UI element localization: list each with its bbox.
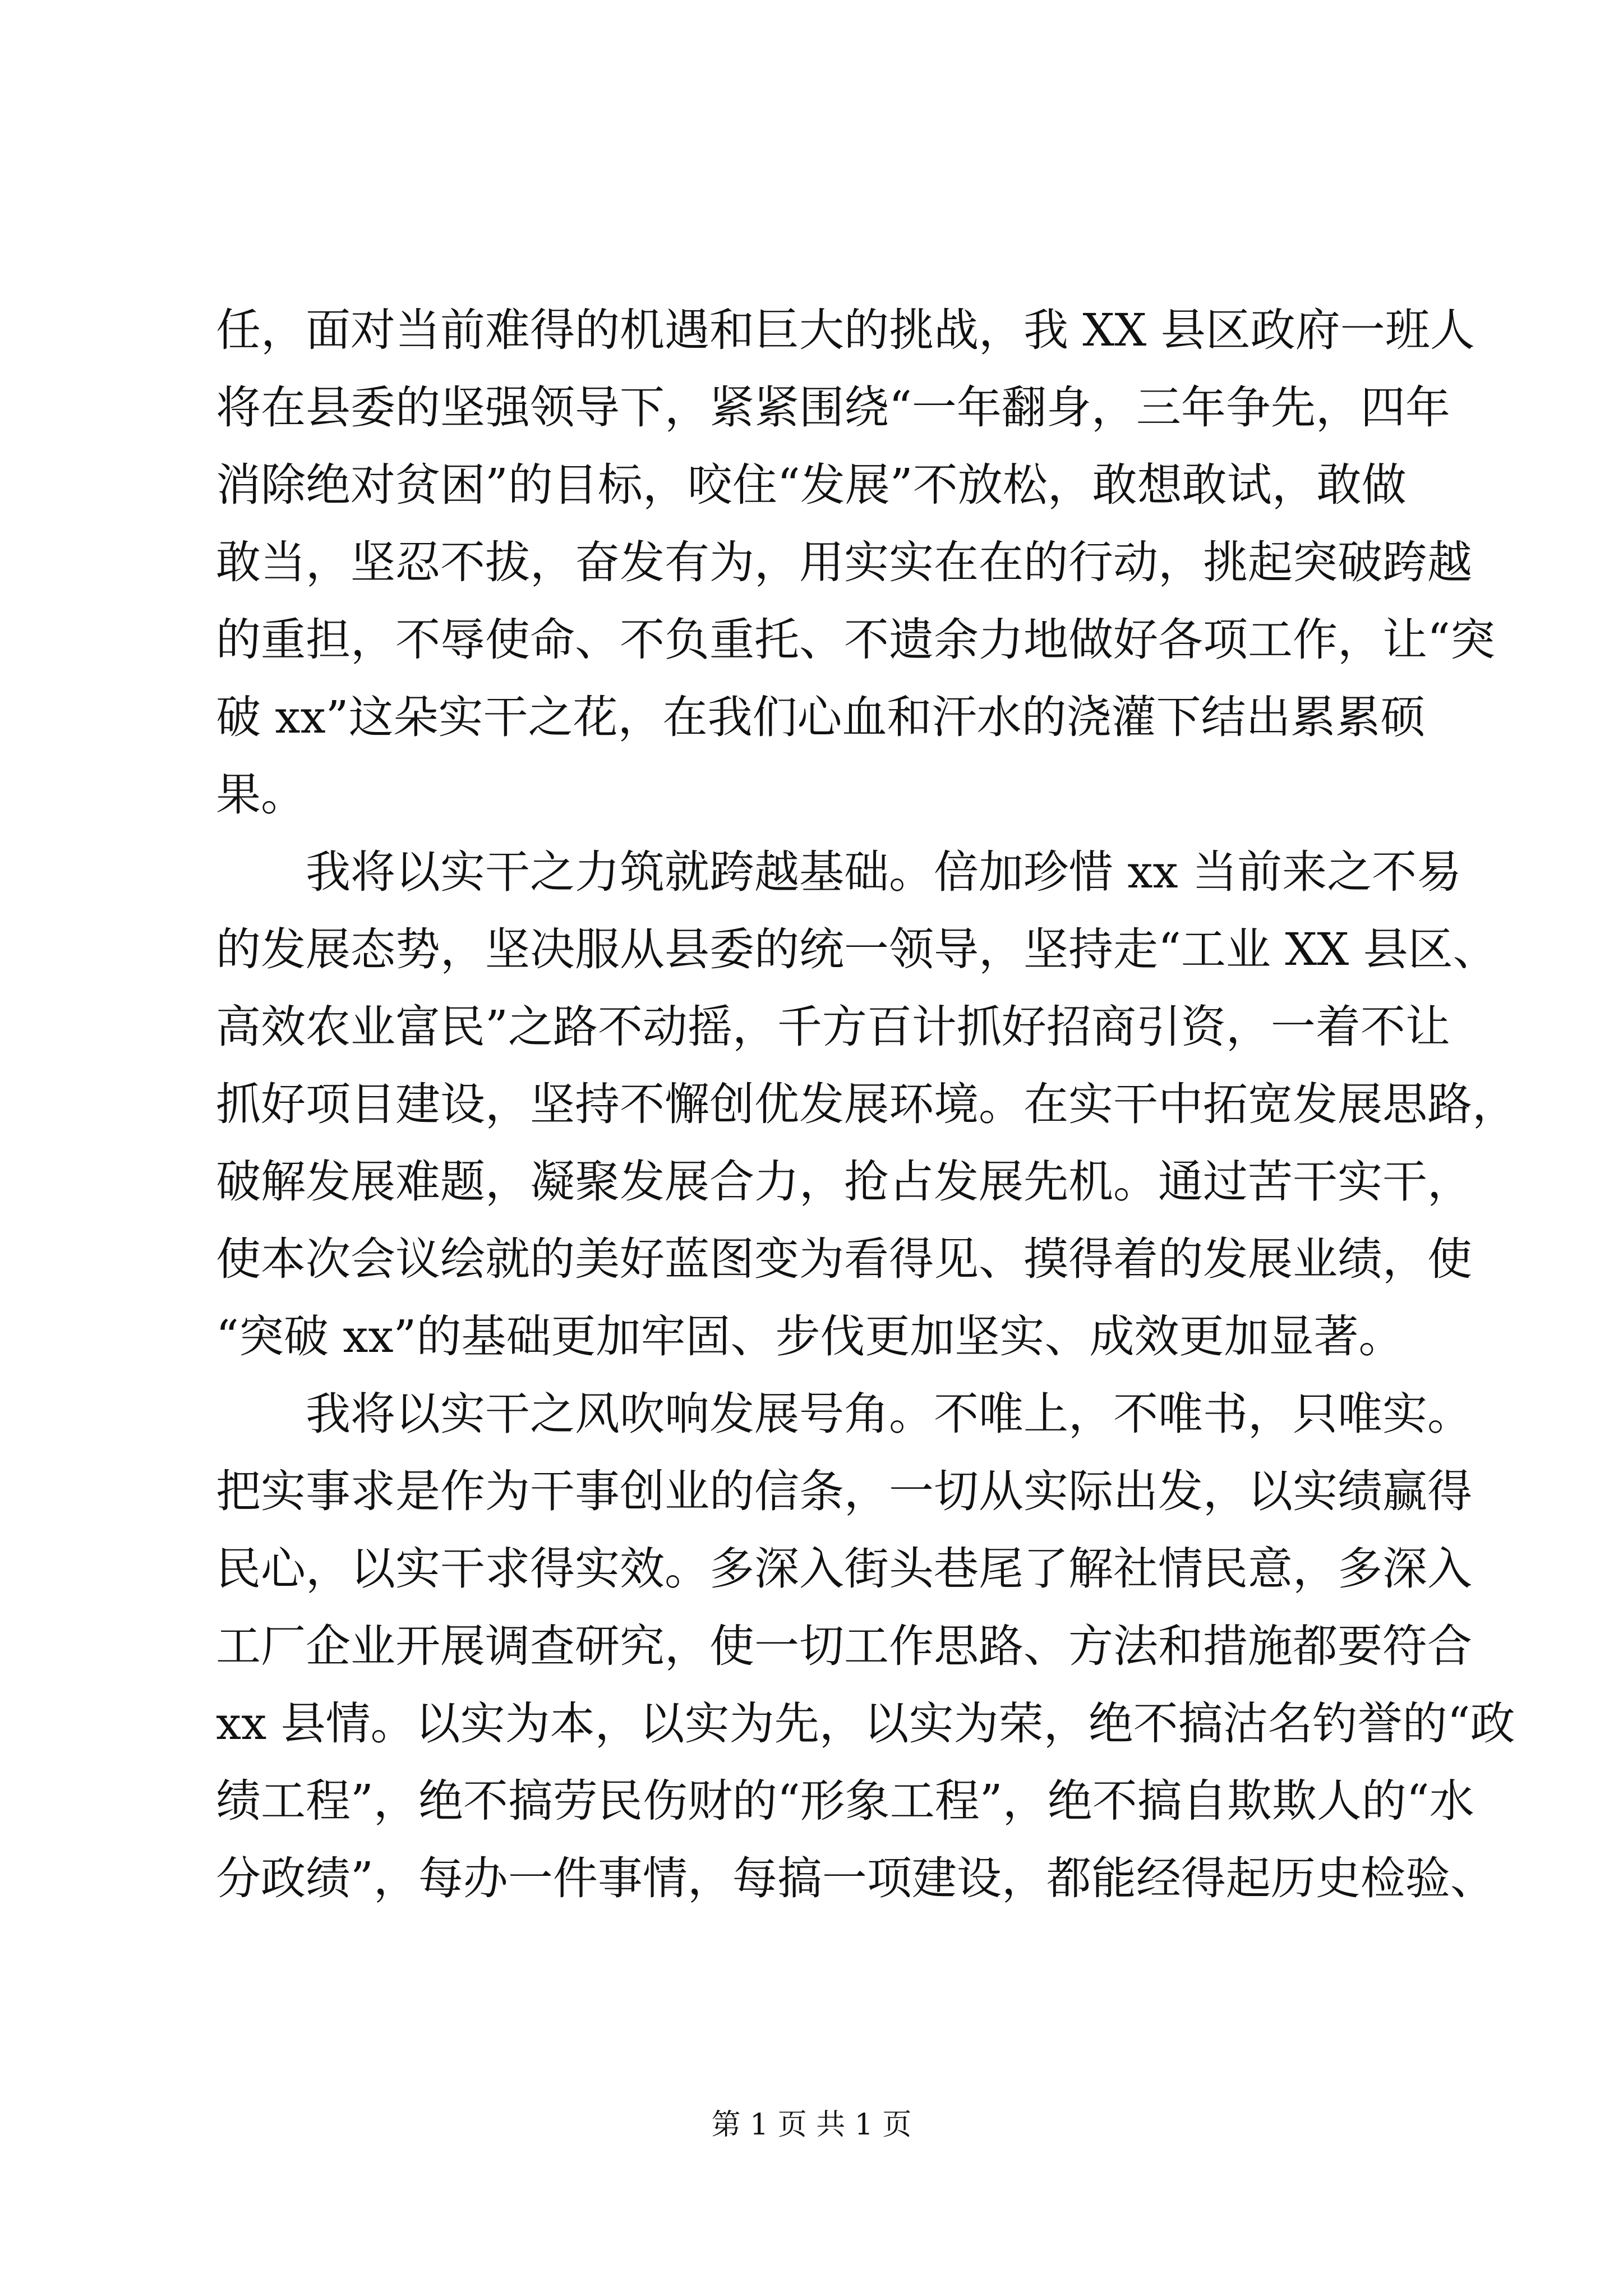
- paragraph-2: [216, 834, 1517, 1375]
- text-line: xx 县情。以实为本，以实为先，以实为荣，绝不搞沽名钓誉的“政: [216, 1697, 1515, 1750]
- text-line: 绩工程”，绝不搞劳民伤财的“形象工程”，绝不搞自欺欺人的“水: [216, 1775, 1474, 1827]
- text-line: 消除绝对贫困”的目标，咬住“发展”不放松，敢想敢试，敢做: [216, 459, 1407, 511]
- text-line: 高效农业富民”之路不动摇，千方百计抓好招商引资，一着不让: [216, 1001, 1450, 1053]
- text-line: 任，面对当前难得的机遇和巨大的挑战，我 XX 县区政府一班人: [216, 304, 1475, 356]
- text-line: 抓好项目建设，坚持不懈创优发展环境。在实干中拓宽发展思路，: [216, 1078, 1517, 1130]
- text-line: 将在县委的坚强领导下，紧紧围绕“一年翻身，三年争先，四年: [216, 381, 1450, 434]
- text-line: 我将以实干之力筑就跨越基础。倍加珍惜 xx 当前来之不易: [216, 846, 1462, 898]
- document-body: [216, 292, 1517, 1917]
- page-footer: [0, 2101, 1623, 2143]
- text-line: 破解发展难题，凝聚发展合力，抢占发展先机。通过苦干实干，: [216, 1156, 1472, 1208]
- text-line: 把实事求是作为干事创业的信条，一切从实际出发，以实绩赢得: [216, 1465, 1472, 1517]
- text-line: 敢当，坚忍不拔，奋发有为，用实实在在的行动，挑起突破跨越: [216, 536, 1472, 588]
- paragraph-3: [216, 1375, 1515, 1917]
- text-line: 工厂企业开展调查研究，使一切工作思路、方法和措施都要符合: [216, 1620, 1472, 1672]
- page-number-label: 第 1 页 共 1 页: [711, 2108, 912, 2142]
- text-line: “突破 xx”的基础更加牢固、步伐更加坚实、成效更加显著。: [216, 1310, 1404, 1363]
- text-line: 的重担，不辱使命、不负重托、不遗余力地做好各项工作，让“突: [216, 614, 1495, 666]
- text-line: 的发展态势，坚决服从县委的统一领导，坚持走“工业 XX 县区、: [216, 923, 1498, 976]
- text-line: 分政绩”，每办一件事情，每搞一项建设，都能经得起历史检验、: [216, 1852, 1495, 1904]
- text-line: 我将以实干之风吹响发展号角。不唯上，不唯书，只唯实。: [216, 1388, 1472, 1440]
- text-line: 民心，以实干求得实效。多深入街头巷尾了解社情民意，多深入: [216, 1543, 1472, 1595]
- text-line: 果。: [216, 769, 306, 821]
- paragraph-1: [216, 292, 1495, 834]
- text-line: 破 xx”这朵实干之花，在我们心血和汗水的浇灌下结出累累硕: [216, 691, 1426, 743]
- text-line: 使本次会议绘就的美好蓝图变为看得见、摸得着的发展业绩，使: [216, 1233, 1472, 1285]
